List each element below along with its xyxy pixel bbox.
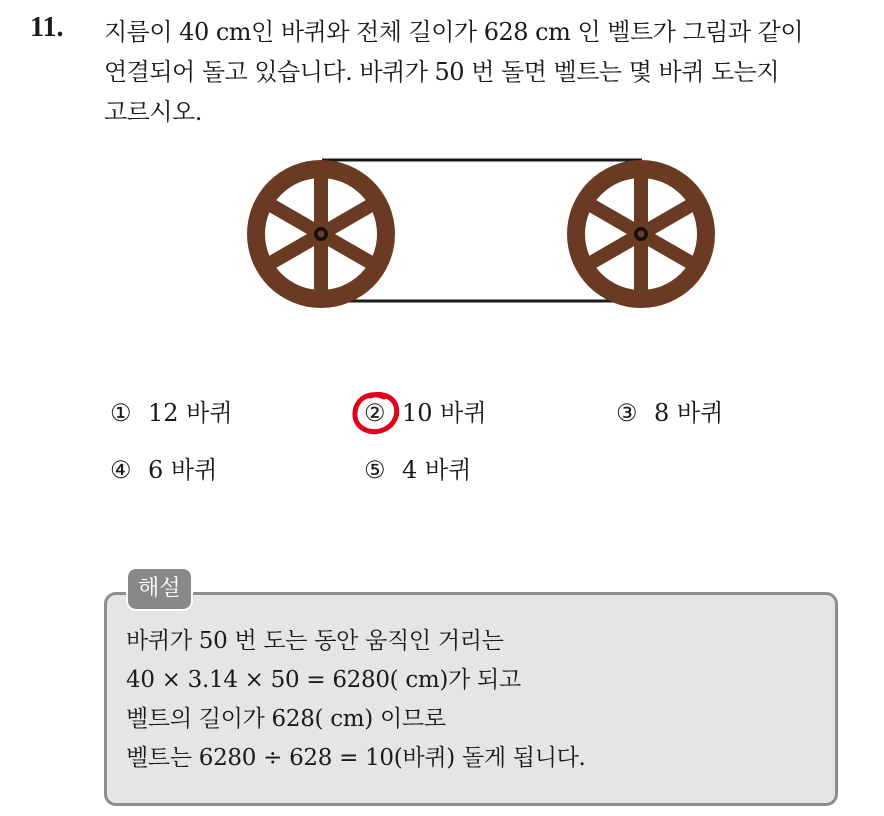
question-text	[104, 12, 874, 132]
choice-mark: ④	[110, 456, 132, 484]
solution-tag: 해설	[126, 567, 193, 611]
choice-3[interactable]	[616, 398, 723, 428]
choice-5[interactable]	[364, 455, 471, 485]
question-line: 지름이 40 cm인 바퀴와 전체 길이가 628 cm 인 벨트가 그림과 같이	[104, 18, 804, 46]
choice-mark: ⑤	[364, 456, 386, 484]
right-wheel	[567, 160, 715, 308]
question-line: 연결되어 돌고 있습니다. 바퀴가 50 번 돌면 벨트는 몇 바퀴 도는지	[104, 58, 780, 86]
choice-mark: ③	[616, 399, 638, 427]
solution-line: 바퀴가 50 번 도는 동안 움직인 거리는	[126, 628, 504, 654]
question-number: 11.	[30, 12, 64, 43]
answer-circle-mark	[350, 389, 404, 437]
choice-4[interactable]	[110, 455, 217, 485]
choice-mark: ②	[364, 399, 386, 427]
question-line: 고르시오.	[104, 98, 202, 126]
solution-text	[126, 622, 586, 778]
left-wheel	[247, 160, 395, 308]
choice-text: 8 바퀴	[654, 399, 724, 427]
choice-text: 10 바퀴	[402, 399, 487, 427]
solution-line: 벨트의 길이가 628( cm) 이므로	[126, 706, 446, 732]
solution-line: 40 × 3.14 × 50 = 6280( cm)가 되고	[126, 667, 521, 693]
choice-text: 4 바퀴	[402, 456, 472, 484]
solution-line: 벨트는 6280 ÷ 628 = 10(바퀴) 돌게 됩니다.	[126, 745, 586, 771]
choice-mark: ①	[110, 399, 132, 427]
choice-text: 6 바퀴	[148, 456, 218, 484]
choice-text: 12 바퀴	[148, 399, 233, 427]
wheel-belt-figure	[240, 150, 720, 316]
choice-1[interactable]	[110, 398, 233, 428]
